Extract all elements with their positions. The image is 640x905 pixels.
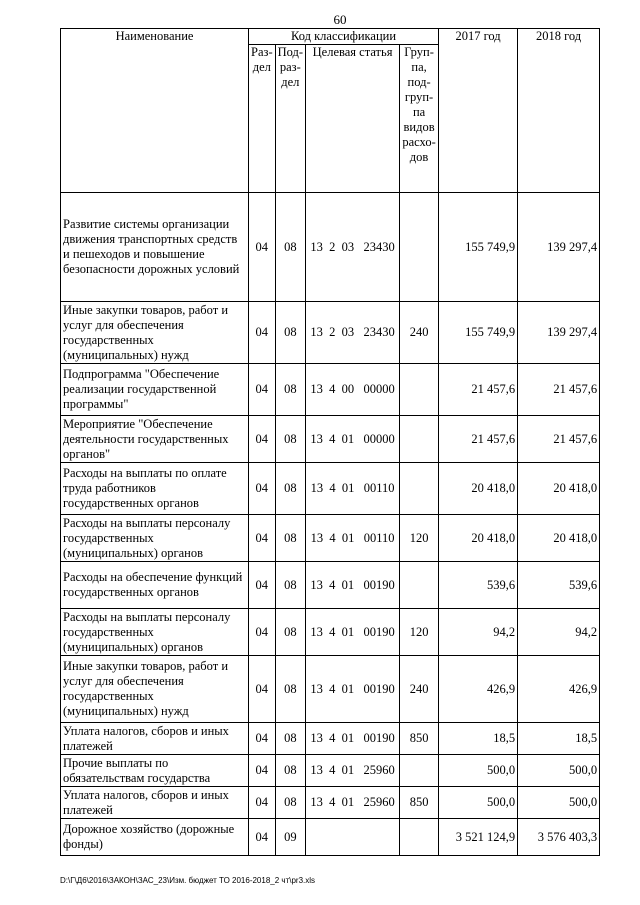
header-section: Раз-дел — [249, 45, 276, 193]
row-subsection: 08 — [275, 515, 305, 562]
table-row — [61, 515, 600, 562]
row-expense-group — [400, 819, 439, 856]
row-target-article: 13 4 01 25960 — [306, 755, 400, 787]
row-value-2017: 539,6 — [439, 562, 518, 609]
row-section: 04 — [249, 656, 276, 723]
row-value-2017: 155 749,9 — [439, 193, 518, 302]
row-name: Уплата налогов, сборов и иных платежей — [61, 723, 249, 755]
row-subsection: 08 — [275, 193, 305, 302]
row-name: Иные закупки товаров, работ и услуг для обеспечения государственных (муниципальных) нужд — [61, 656, 249, 723]
row-value-2018: 500,0 — [518, 787, 600, 819]
row-subsection: 08 — [275, 463, 305, 515]
row-name: Прочие выплаты по обязательствам государства — [61, 755, 249, 787]
row-value-2018: 21 457,6 — [518, 416, 600, 463]
row-target-article: 13 4 00 00000 — [306, 364, 400, 416]
table-row — [61, 819, 600, 856]
row-expense-group — [400, 193, 439, 302]
row-name: Расходы на выплаты персоналу государственных (муниципальных) органов — [61, 515, 249, 562]
row-value-2018: 21 457,6 — [518, 364, 600, 416]
row-value-2018: 139 297,4 — [518, 302, 600, 364]
row-expense-group — [400, 416, 439, 463]
row-value-2018: 139 297,4 — [518, 193, 600, 302]
header-expense-group: Груп-па, под-груп-па видов расхо-дов — [400, 45, 439, 193]
row-expense-group: 240 — [400, 656, 439, 723]
row-subsection: 08 — [275, 364, 305, 416]
row-target-article: 13 4 01 00190 — [306, 562, 400, 609]
row-value-2017: 500,0 — [439, 787, 518, 819]
row-name: Подпрограмма "Обеспечение реализации государственной программы" — [61, 364, 249, 416]
table-row — [61, 609, 600, 656]
row-subsection: 08 — [275, 755, 305, 787]
row-value-2018: 18,5 — [518, 723, 600, 755]
row-section: 04 — [249, 515, 276, 562]
row-section: 04 — [249, 755, 276, 787]
row-target-article: 13 4 01 00000 — [306, 416, 400, 463]
row-section: 04 — [249, 416, 276, 463]
page-number: 60 — [333, 12, 347, 27]
table-row — [61, 302, 600, 364]
row-subsection: 08 — [275, 562, 305, 609]
row-subsection: 08 — [275, 302, 305, 364]
row-target-article: 13 4 01 00190 — [306, 656, 400, 723]
row-value-2018: 94,2 — [518, 609, 600, 656]
table-row — [61, 193, 600, 302]
row-value-2018: 20 418,0 — [518, 463, 600, 515]
row-value-2017: 94,2 — [439, 609, 518, 656]
row-section: 04 — [249, 193, 276, 302]
row-target-article: 13 4 01 00190 — [306, 609, 400, 656]
row-value-2017: 18,5 — [439, 723, 518, 755]
row-subsection: 08 — [275, 787, 305, 819]
row-name: Мероприятие "Обеспечение деятельности государственных органов" — [61, 416, 249, 463]
row-value-2017: 155 749,9 — [439, 302, 518, 364]
row-section: 04 — [249, 463, 276, 515]
row-subsection: 08 — [275, 416, 305, 463]
row-target-article: 13 4 01 00190 — [306, 723, 400, 755]
row-target-article — [306, 819, 400, 856]
row-expense-group — [400, 463, 439, 515]
row-value-2017: 20 418,0 — [439, 463, 518, 515]
row-subsection: 08 — [275, 656, 305, 723]
row-expense-group: 240 — [400, 302, 439, 364]
row-expense-group: 120 — [400, 515, 439, 562]
row-name: Расходы на обеспечение функций государственных органов — [61, 562, 249, 609]
header-name: Наименование — [61, 29, 249, 193]
row-section: 04 — [249, 723, 276, 755]
row-value-2017: 426,9 — [439, 656, 518, 723]
header-classification-code: Код классификации — [249, 29, 439, 45]
row-target-article: 13 4 01 00110 — [306, 463, 400, 515]
row-expense-group: 850 — [400, 787, 439, 819]
row-value-2017: 3 521 124,9 — [439, 819, 518, 856]
budget-table — [60, 28, 600, 856]
row-target-article: 13 2 03 23430 — [306, 302, 400, 364]
row-target-article: 13 2 03 23430 — [306, 193, 400, 302]
row-name: Уплата налогов, сборов и иных платежей — [61, 787, 249, 819]
row-name: Дорожное хозяйство (дорожные фонды) — [61, 819, 249, 856]
row-value-2018: 3 576 403,3 — [518, 819, 600, 856]
row-value-2017: 20 418,0 — [439, 515, 518, 562]
row-section: 04 — [249, 609, 276, 656]
row-value-2017: 21 457,6 — [439, 364, 518, 416]
row-value-2017: 21 457,6 — [439, 416, 518, 463]
row-value-2018: 426,9 — [518, 656, 600, 723]
header-2018: 2018 год — [518, 29, 600, 193]
row-target-article: 13 4 01 00110 — [306, 515, 400, 562]
row-subsection: 08 — [275, 609, 305, 656]
row-value-2018: 20 418,0 — [518, 515, 600, 562]
table-row — [61, 463, 600, 515]
header-subsection: Под-раз-дел — [275, 45, 305, 193]
row-name: Развитие системы организации движения транспортных средств и пешеходов и повышение безопасности дорожных условий — [61, 193, 249, 302]
row-name: Расходы на выплаты по оплате труда работников государственных органов — [61, 463, 249, 515]
row-name: Расходы на выплаты персоналу государственных (муниципальных) органов — [61, 609, 249, 656]
table-row — [61, 364, 600, 416]
row-expense-group: 850 — [400, 723, 439, 755]
row-expense-group — [400, 562, 439, 609]
table-row — [61, 755, 600, 787]
header-target-article: Целевая статья — [306, 45, 400, 193]
row-value-2018: 539,6 — [518, 562, 600, 609]
row-section: 04 — [249, 787, 276, 819]
row-name: Иные закупки товаров, работ и услуг для обеспечения государственных (муниципальных) нужд — [61, 302, 249, 364]
table-row — [61, 562, 600, 609]
row-section: 04 — [249, 562, 276, 609]
header-2017: 2017 год — [439, 29, 518, 193]
file-path-footer: D:\Г\Д6\2016\ЗАКОН\ЗАС_23\Изм. бюджет ТО 2016-2018_2 чт\pr3.xls — [60, 876, 316, 885]
row-subsection: 08 — [275, 723, 305, 755]
row-section: 04 — [249, 302, 276, 364]
row-section: 04 — [249, 364, 276, 416]
table-row — [61, 656, 600, 723]
row-expense-group: 120 — [400, 609, 439, 656]
table-row — [61, 723, 600, 755]
row-section: 04 — [249, 819, 276, 856]
row-value-2017: 500,0 — [439, 755, 518, 787]
table-row — [61, 416, 600, 463]
table-row — [61, 787, 600, 819]
row-subsection: 09 — [275, 819, 305, 856]
row-expense-group — [400, 364, 439, 416]
row-value-2018: 500,0 — [518, 755, 600, 787]
row-expense-group — [400, 755, 439, 787]
row-target-article: 13 4 01 25960 — [306, 787, 400, 819]
